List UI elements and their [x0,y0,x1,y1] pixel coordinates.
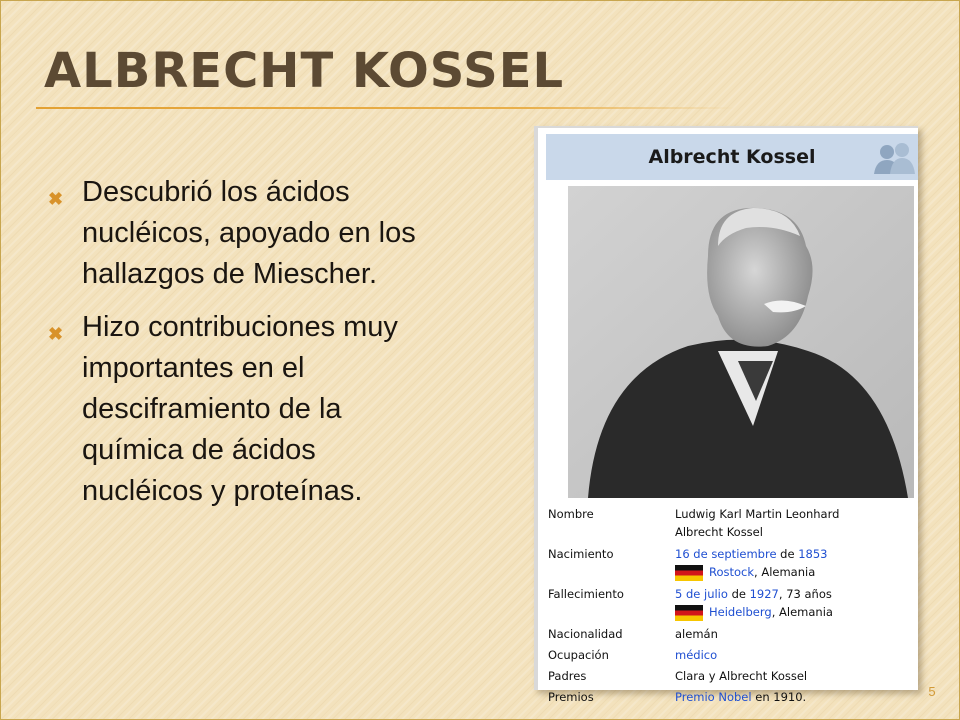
info-value [675,685,918,706]
bullet-item [46,307,426,512]
info-row-nacimiento [548,541,918,581]
bullet-item [46,172,426,295]
bullet-text: Descubrió los ácidos nucléicos, apoyado en los hallazgos de Miescher. [82,176,416,290]
slide-number: 5 [928,684,936,699]
infobox-image [534,126,918,704]
death-date-link[interactable]: 5 de julio [675,587,728,601]
slide-title: ALBRECHT KOSSEL [44,43,565,99]
german-flag-icon [675,565,703,581]
name-line-2: Albrecht Kossel [675,525,763,539]
death-age: , 73 años [778,587,832,601]
info-value [675,541,918,581]
x-mark-bullet-icon: ✖ [48,324,64,344]
birth-de: de [776,547,799,561]
german-flag-icon [675,605,703,621]
info-row-nombre [548,502,918,541]
birth-year-link[interactable]: 1853 [798,547,828,561]
info-row-fallecimiento [548,581,918,621]
info-value [675,502,918,541]
info-value: Clara y Albrecht Kossel [675,669,808,683]
occupation-link[interactable]: médico [675,648,718,662]
x-mark-bullet-icon: ✖ [48,189,64,209]
title-underline [36,107,736,109]
info-label: Nacionalidad [548,627,623,641]
info-value [675,643,918,664]
infobox-title: Albrecht Kossel [648,146,816,168]
info-value [675,581,918,621]
info-row-premios [548,685,918,706]
people-icon [872,140,916,176]
info-row-ocupacion [548,643,918,664]
name-line-1: Ludwig Karl Martin Leonhard [675,507,840,521]
info-label: Premios [548,690,594,704]
death-place-rest: , Alemania [771,605,833,619]
info-label: Padres [548,669,587,683]
birth-place-rest: , Alemania [754,565,816,579]
portrait-photo [568,186,914,498]
birth-place-link[interactable]: Rostock [709,565,755,579]
info-row-padres [548,664,918,685]
award-link[interactable]: Premio Nobel [675,690,752,704]
infobox-header [546,134,918,180]
death-place-link[interactable]: Heidelberg [709,605,772,619]
info-value: alemán [675,627,718,641]
award-rest: en 1910. [751,690,807,704]
death-de: de [727,587,750,601]
bullet-list [46,172,426,524]
info-label: Ocupación [548,648,609,662]
death-year-link[interactable]: 1927 [749,587,779,601]
info-label: Nacimiento [548,547,614,561]
info-table [548,502,918,706]
info-label: Nombre [548,507,594,521]
info-label: Fallecimiento [548,587,624,601]
info-row-nacionalidad [548,621,918,643]
birth-date-link[interactable]: 16 de septiembre [675,547,777,561]
bullet-text: Hizo contribuciones muy importantes en el desciframiento de la química de ácidos nucléicos y proteínas. [82,311,398,507]
